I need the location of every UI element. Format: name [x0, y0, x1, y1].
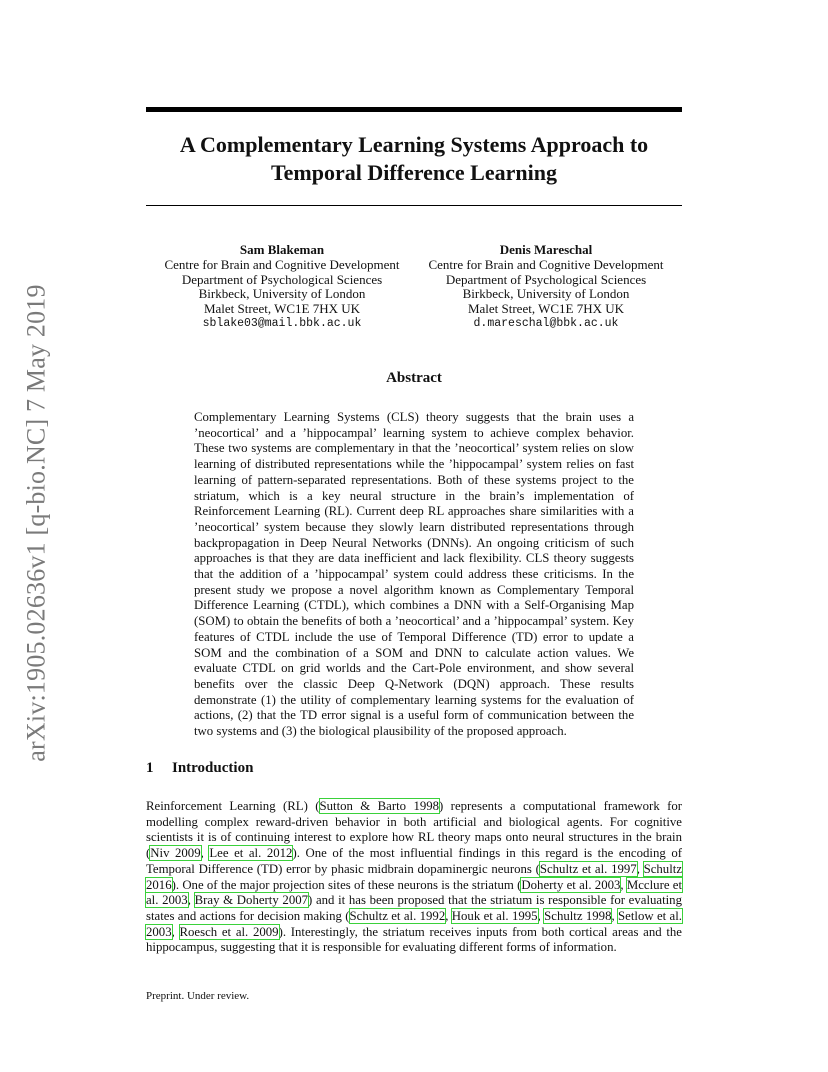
author-department: Department of Psychological Sciences [181, 271, 383, 287]
intro-text: , [445, 908, 452, 923]
author-institution: Birkbeck, University of London [198, 286, 366, 302]
author-name: Denis Mareschal [499, 242, 593, 257]
intro-text: ) and it has been proposed that the striatum is responsible for evaluating states and actions for decision making ( [146, 893, 682, 923]
citation-link[interactable]: Doherty et al. 2003 [521, 877, 621, 892]
title-rule-bottom [146, 205, 682, 206]
intro-text: , [537, 908, 545, 923]
author-department: Department of Psychological Sciences [445, 271, 647, 287]
abstract-heading: Abstract [386, 370, 442, 386]
author-affiliation: Centre for Brain and Cognitive Development [164, 256, 400, 272]
citation-link[interactable]: Houk et al. 1995 [451, 908, 538, 923]
paper-title-line2: Temporal Difference Learning [271, 160, 557, 185]
citation-link[interactable]: Schultz et al. 1997 [539, 861, 637, 876]
intro-text: , [636, 861, 644, 876]
paper-title [146, 131, 682, 187]
author-block-1 [152, 243, 412, 332]
intro-text: ). Interestingly, the striatum receives inputs from both cortical areas and the hippocampus, suggesting that it is responsible for evaluating different forms of information. [146, 924, 682, 955]
paper-title-line1: A Complementary Learning Systems Approach to [179, 132, 649, 157]
author-email: sblake03@mail.bbk.ac.uk [202, 316, 362, 330]
intro-text: , [620, 877, 627, 892]
intro-text: Reinforcement Learning (RL) ( [146, 799, 320, 813]
title-rule-top [146, 107, 682, 112]
intro-text: , [187, 893, 195, 908]
citation-link[interactable]: Mcclure et al. 2003 [146, 877, 683, 908]
citation-link[interactable]: Lee et al. 2012 [209, 846, 293, 861]
author-affiliation: Centre for Brain and Cognitive Development [428, 256, 664, 272]
intro-paragraph [146, 799, 682, 956]
citation-link[interactable]: Schultz et al. 1992 [349, 908, 446, 923]
intro-text: ). One of the most influential findings in this regard is the encoding of Temporal Difference (TD) error by phasic midbrain dopaminergic neurons ( [146, 846, 682, 876]
section-number: 1 [146, 760, 154, 776]
citation-link[interactable]: Schultz 1998 [544, 908, 612, 923]
arxiv-identifier-text: arXiv:1905.02636v1 [q-bio.NC] 7 May 2019 [22, 283, 51, 762]
author-address: Malet Street, WC1E 7HX UK [467, 301, 625, 317]
citation-link[interactable]: Schultz 2016 [146, 861, 682, 892]
author-block-2 [416, 243, 676, 332]
abstract-paragraph: Complementary Learning Systems (CLS) theory suggests that the brain uses a ’neocortical’ and a ’hippocampal’ learning system to achieve complex behavior. These two systems are complementary in that the ’neocortical’ system relies on slow learning of distributed representations while the ’hippocampal’ system relies on fast learning of pattern-separated representations. Both of these systems project to the striatum, which is a key neural structure in the brain’s implementation of Reinforcement Learning (RL). Current deep RL approaches share similarities with a ’neocortical’ system because they slowly learn distributed representations through backpropagation in Deep Neural Networks (DNNs). An ongoing criticism of such approaches is that they are data inefficient and lack flexibility. CLS theory suggests that the addition of a ’hippocampal’ system could address these criticisms. In the present study we propose a novel algorithm known as Complementary Temporal Difference Learning (CTDL), which combines a DNN with a Self-Organising Map (SOM) to obtain the benefits of both a ’neocortical’ and a ’hippocampal’ system. Key features of CTDL include the use of Temporal Difference (TD) error to update a SOM and the combination of a SOM and DNN to calculate action values. We evaluate CTDL on grid worlds and the Cart-Pole environment, and show several benefits over the classic Deep Q-Network (DQN) approach. These results demonstrate (1) the utility of complementary learning systems for the evaluation of actions, (2) that the TD error signal is a useful form of communication between the two systems and (3) the biological plausibility of the proposed approach. [194, 410, 634, 739]
intro-text: , [200, 846, 210, 861]
intro-text: ) represents a computational framework for modelling complex reward-driven behavior in both artificial and biological agents. For cognitive scientists it is of continuing interest to explore how RL theory maps onto neural structures in the brain ( [146, 799, 683, 861]
preprint-footnote: Preprint. Under review. [146, 990, 250, 1002]
author-name: Sam Blakeman [239, 242, 325, 257]
citation-link[interactable]: Setlow et al. 2003 [146, 908, 682, 939]
citation-link[interactable]: Roesch et al. 2009 [179, 924, 279, 939]
author-institution: Birkbeck, University of London [462, 286, 630, 302]
citation-link[interactable]: Sutton & Barto 1998 [319, 799, 440, 813]
citation-link[interactable]: Niv 2009 [150, 846, 201, 861]
section-heading [146, 760, 253, 777]
intro-text: ). One of the major projection sites of these neurons is the striatum ( [171, 877, 522, 892]
arxiv-identifier-stamp [12, 270, 62, 775]
citation-link[interactable]: Bray & Doherty 2007 [194, 893, 309, 908]
intro-text: , [171, 924, 180, 939]
section-title: Introduction [172, 760, 254, 776]
author-email: d.mareschal@bbk.ac.uk [473, 316, 619, 330]
intro-text: , [611, 908, 619, 923]
author-address: Malet Street, WC1E 7HX UK [203, 301, 361, 317]
